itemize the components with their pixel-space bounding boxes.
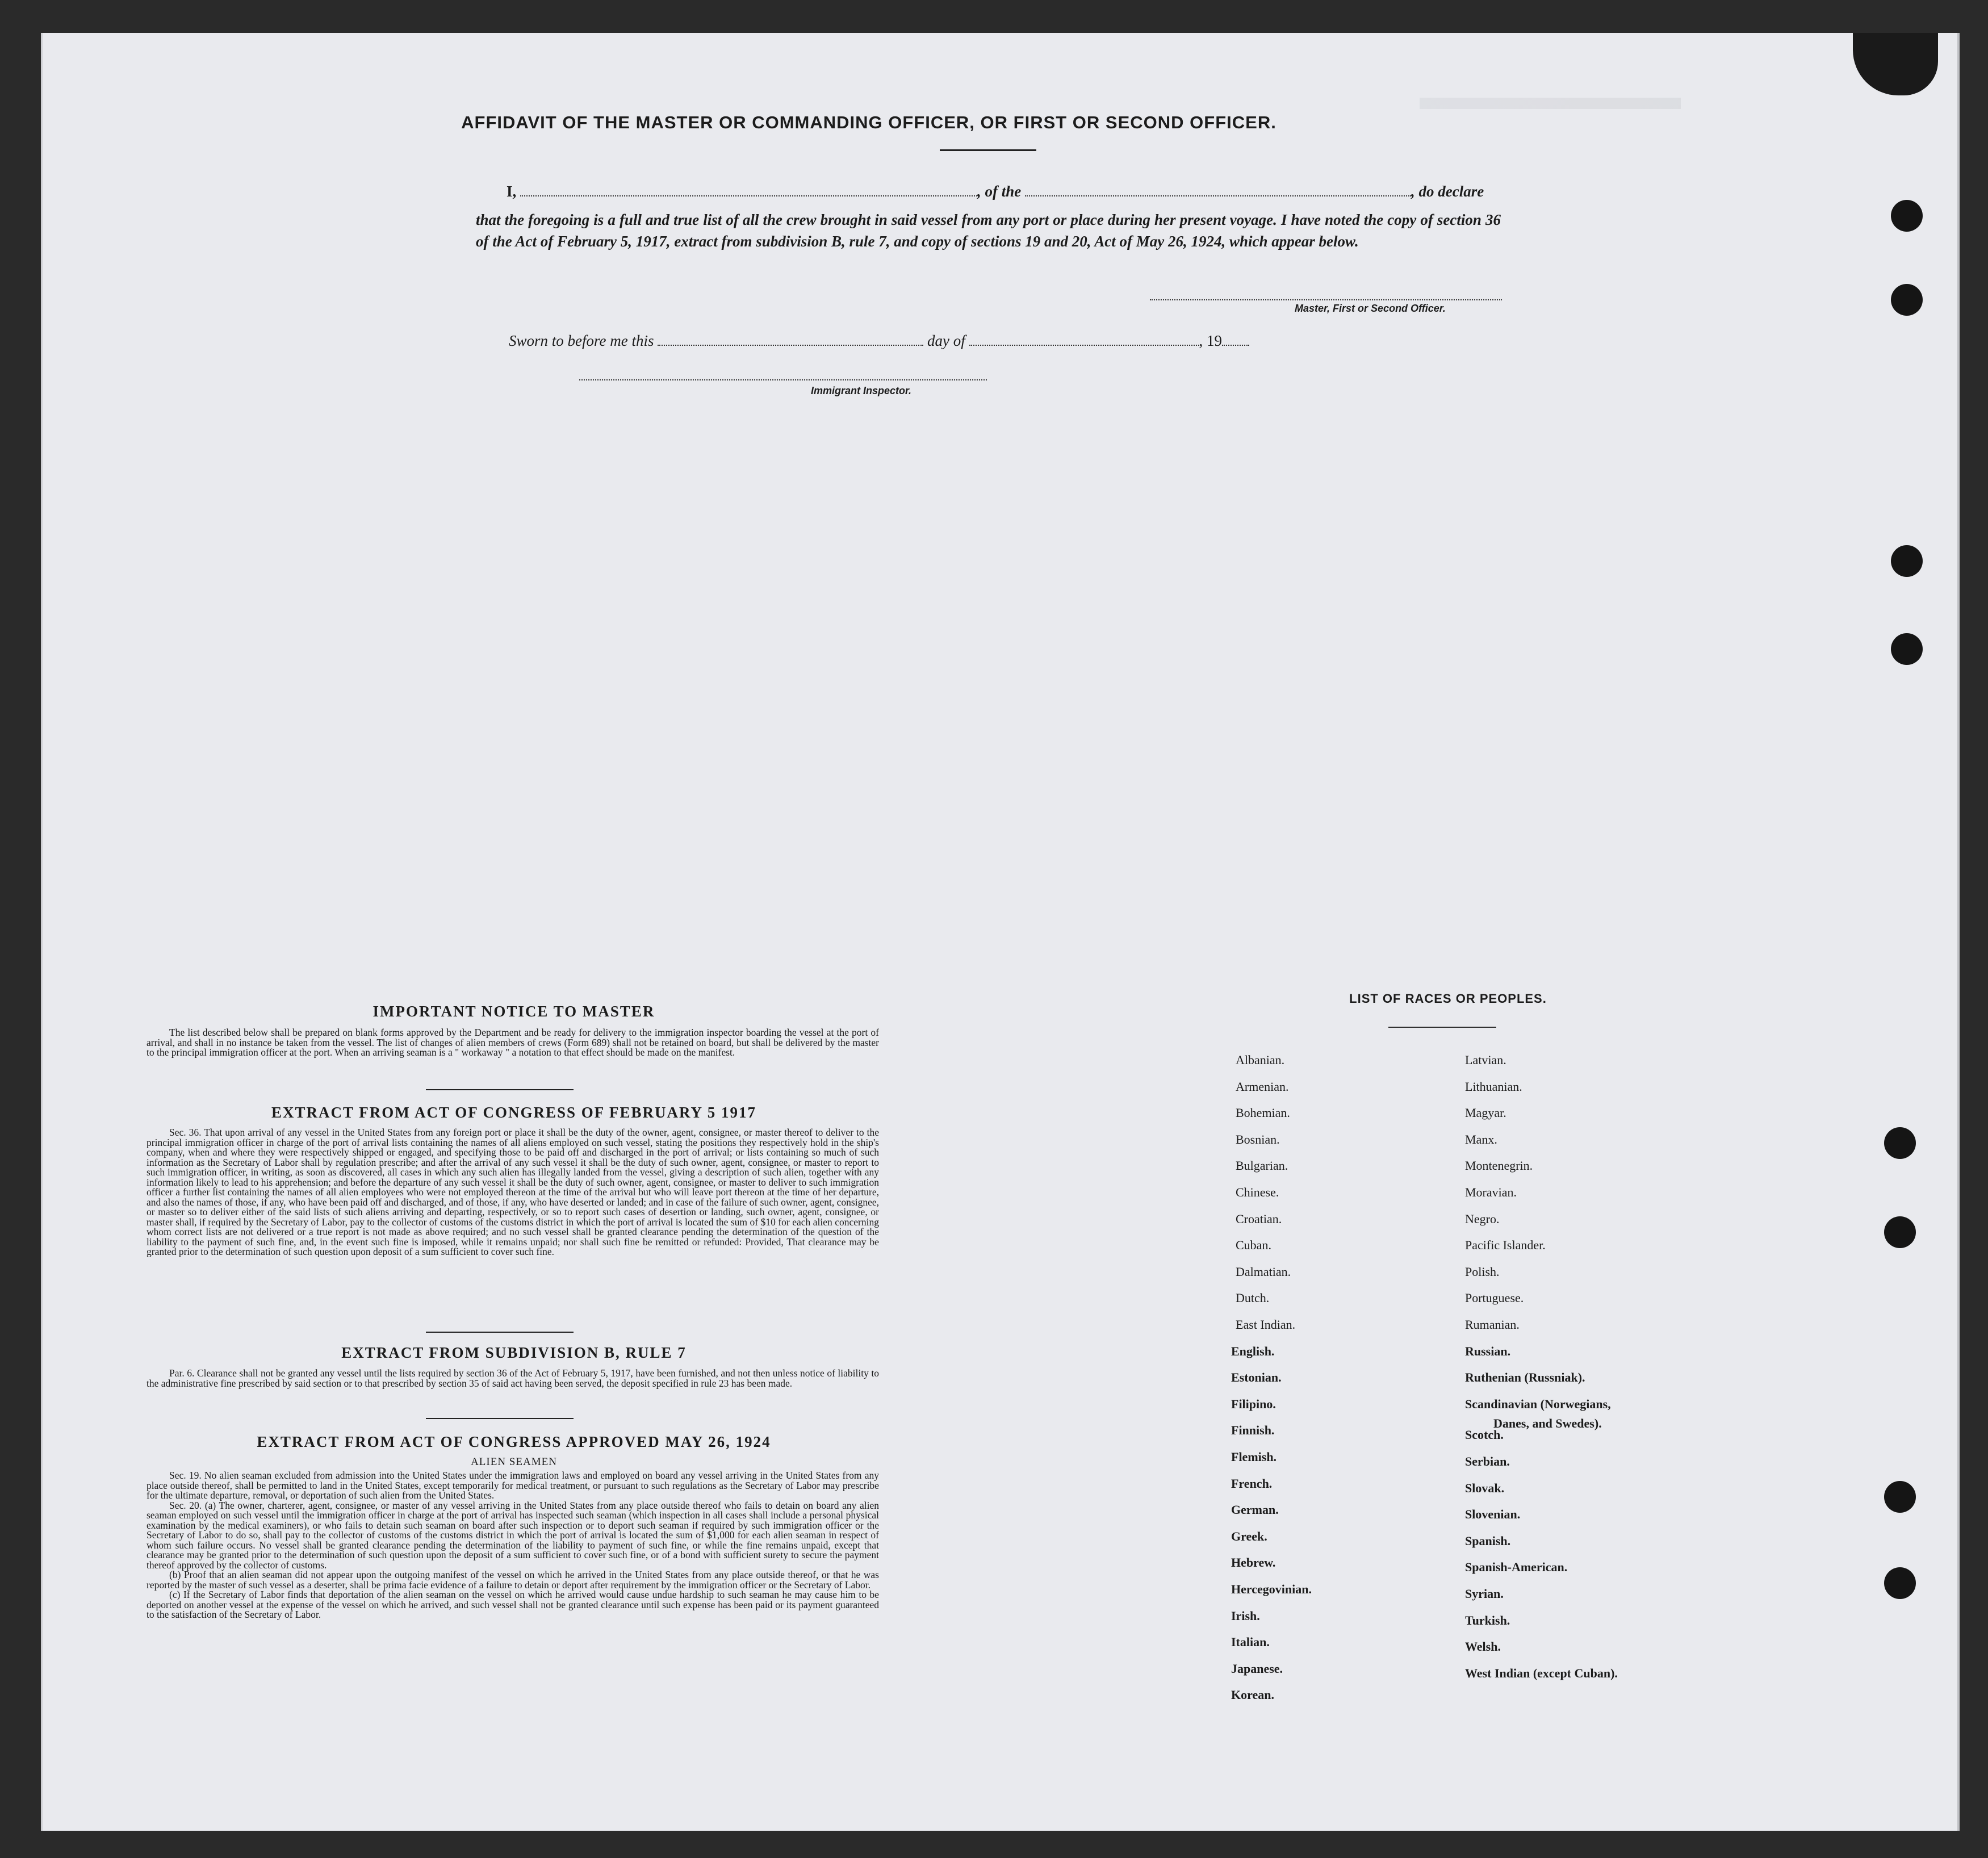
affidavit-paragraph: that the foregoing is a full and true list of all the crew brought in said vessel from any port or place during her present voyage. I have noted the copy of section 36 of the Act of February 5, 1917, extract from subdivision B, rule 7, and copy of sections 19 and 20, Act of May 26, 1924, which appear below. [476, 211, 1501, 250]
punch-hole [1884, 1127, 1916, 1159]
alien-seamen-subtitle: ALIEN SEAMEN [471, 1456, 557, 1468]
section-divider [426, 1089, 574, 1090]
race-item: Scotch. [1465, 1428, 1504, 1442]
section-20a-paragraph: Sec. 20. (a) The owner, charterer, agent, consignee, or master of any vessel arriving in the United States from any place outside thereof who fails to detain on board any alien seaman employed on such vessel until the immigration officer in charge at the port of arrival has inspected such seaman (which inspection in all cases shall include a personal physical examination by the medical examiners), or who fails to detain such seaman on board after such inspection or to deport such seaman if required by such immigration officer or the Secretary of Labor to do so, shall pay to the collector of customs of the customs district in which the port of arrival is located the sum of $1,000 for each alien seaman in respect of whom such failure occurs. No vessel shall be granted clearance pending the determination of the liability to payment of such fine, or while the fine remains unpaid, except that clearance may be granted prior to the determination of such question upon the deposit of a sum sufficient to cover such fine, or of a bond with sufficient surety to secure the payment thereof approved by the collector of customs. [147, 1499, 879, 1571]
race-item: Scandinavian (Norwegians, [1465, 1396, 1611, 1411]
affidavit-declaration-line [507, 183, 1484, 200]
race-item: Lithuanian. [1465, 1079, 1522, 1094]
sworn-month-blank[interactable] [969, 334, 1199, 346]
race-item: Slovenian. [1465, 1507, 1521, 1522]
punch-hole [1884, 1481, 1916, 1513]
section-divider [426, 1418, 574, 1419]
race-item: Irish. [1231, 1608, 1260, 1623]
inspector-caption: Immigrant Inspector. [811, 385, 912, 396]
race-item: Danes, and Swedes). [1493, 1416, 1602, 1430]
race-item: Chinese. [1236, 1185, 1279, 1199]
par-6-paragraph: Par. 6. Clearance shall not be granted any vessel until the lists required by section 36 of the Act of February 5, 1917, have been furnished, and not then unless notice of liability to the administrative fine prescribed by said section or to that prescribed by section 35 of said act having been served, the deposit specified in rule 23 has been made. [147, 1367, 879, 1389]
section-20b-paragraph: (b) Proof that an alien seaman did not appear upon the outgoing manifest of the vessel on which he arrived in the United States from any place outside thereof, or that he was reported by the master of such vessel as a deserter, shall be prima facie evidence of a failure to detain or deport after requirement by the immigration officer or the Secretary of Labor. [147, 1569, 879, 1591]
race-item: English. [1231, 1344, 1275, 1358]
sworn-year-blank[interactable] [1222, 334, 1249, 346]
race-item: Moravian. [1465, 1185, 1517, 1199]
race-item: Latvian. [1465, 1053, 1506, 1067]
title-rule [940, 149, 1036, 151]
sworn-prefix: Sworn to before me this [509, 332, 654, 349]
race-item: Dalmatian. [1236, 1264, 1291, 1279]
race-item: Syrian. [1465, 1587, 1504, 1601]
section-20c-paragraph: (c) If the Secretary of Labor finds that deportation of the alien seaman on the vessel on which he arrived would cause undue hardship to such seaman he may cause him to be deported on another vessel at the expense of the vessel on which he arrived, and such vessel shall not be granted clearance until such expense has been paid or its payment guaranteed to the satisfaction of the Secretary of Labor. [147, 1589, 879, 1620]
section-divider [426, 1332, 574, 1333]
race-item: Finnish. [1231, 1423, 1275, 1438]
extract-1924-title: EXTRACT FROM ACT OF CONGRESS APPROVED MAY 26, 1924 [257, 1433, 771, 1450]
race-item: Pacific Islander. [1465, 1238, 1546, 1253]
race-item: Polish. [1465, 1264, 1500, 1279]
race-item: Hebrew. [1231, 1555, 1276, 1570]
race-item: Dutch. [1236, 1291, 1270, 1305]
race-item: Spanish-American. [1465, 1560, 1568, 1575]
punch-hole [1891, 284, 1923, 316]
race-item: Welsh. [1465, 1639, 1501, 1654]
i-label: I, [507, 183, 517, 200]
races-title-rule [1388, 1027, 1496, 1028]
extract-1917-text [147, 1128, 879, 1257]
do-declare-label: , do declare [1411, 183, 1484, 200]
rule-7-text [147, 1369, 879, 1388]
race-item: Korean. [1231, 1688, 1274, 1702]
section-19-paragraph: Sec. 19. No alien seaman excluded from admission into the United States under the immigration laws and employed on board any vessel arriving in the United States from any place outside thereof, shall be permitted to land in the United States, except temporarily for medical treatment, or pursuant to such regulations as the Secretary of Labor may prescribe for the ultimate departure, removal, or deportation of such alien from the United States. [147, 1470, 879, 1501]
sworn-year: , 19 [1199, 332, 1222, 349]
race-item: Estonian. [1231, 1370, 1282, 1385]
notice-text [147, 1028, 879, 1058]
race-item: Armenian. [1236, 1079, 1289, 1094]
race-item: Ruthenian (Russniak). [1465, 1370, 1585, 1385]
race-item: Bosnian. [1236, 1132, 1280, 1146]
race-item: Slovak. [1465, 1480, 1505, 1495]
extract-1917-title: EXTRACT FROM ACT OF CONGRESS OF FEBRUARY 5 1917 [271, 1104, 757, 1121]
punch-hole [1884, 1567, 1916, 1599]
affidavit-title: AFFIDAVIT OF THE MASTER OR COMMANDING OFFICER, OR FIRST OR SECOND OFFICER. [461, 112, 1276, 132]
race-item: Hercegovinian. [1231, 1582, 1312, 1596]
race-item: Magyar. [1465, 1106, 1506, 1120]
officer-signature-line[interactable] [1150, 299, 1502, 300]
races-title: LIST OF RACES OR PEOPLES. [1349, 991, 1547, 1006]
race-item: Filipino. [1231, 1396, 1276, 1411]
extract-1924-text [147, 1471, 879, 1620]
punch-hole [1884, 1216, 1916, 1248]
race-item: Greek. [1231, 1529, 1267, 1543]
section-36-paragraph: Sec. 36. That upon arrival of any vessel in the United States from any foreign port or place it shall be the duty of the owner, agent, consignee, or master thereof to deliver to the principal immigration officer in charge of the port of arrival lists containing the names of all aliens employed on such vessel, stating the positions they respectively hold in the ship's company, when and where they were respectively shipped or engaged, and specifying those to be paid off and discharged in the port of arrival; or lists containing so much of such information as the Secretary of Labor shall by regulation prescribe; and after the arrival of any such vessel it shall be the duty of such owner, agent, consignee, or master to report to such immigration officer, in writing, as soon as discovered, all cases in which any such alien has illegally landed from the vessel, giving a description of such alien, together with any information likely to lead to his apprehension; and before the departure of any such vessel it shall be the duty of such owner, agent, consignee, or master to deliver to such immigration officer a further list containing the names of all alien employees who were not employed thereon at the time of the arrival but who will leave port thereon at the time of her departure, and also the names of those, if any, who have been paid off and discharged, and of those, if any, who have deserted or landed; and in case of the failure of such owner, agent, consignee, or master so to deliver either of the said lists of such aliens arriving and departing, respectively, or so to report such cases of desertion or landing, such owner, agent, consignee, or master shall, if required by the Secretary of Labor, pay to the collector of customs of the customs district in which the port of arrival is located the sum of $10 for each alien concerning whom correct lists are not delivered or a true report is not made as above required; and no such vessel shall be granted clearance pending the determination of the question of the liability to the payment of such fine, and, in the event such fine is imposed, while it remains unpaid; nor shall such fine be remitted or refunded: Provided, That clearance may be granted prior to the determination of such question upon deposit of a sum sufficient to cover such fine. [147, 1127, 879, 1257]
punch-hole [1891, 200, 1923, 232]
sworn-line [509, 332, 1249, 350]
race-item: Rumanian. [1465, 1317, 1520, 1332]
race-item: East Indian. [1236, 1317, 1296, 1332]
name-blank[interactable] [520, 185, 977, 196]
punch-hole [1891, 633, 1923, 665]
race-item: Montenegrin. [1465, 1158, 1533, 1173]
race-item: Portuguese. [1465, 1291, 1524, 1305]
race-item: Turkish. [1465, 1613, 1510, 1627]
rule-7-title: EXTRACT FROM SUBDIVISION B, RULE 7 [341, 1344, 687, 1361]
vessel-blank[interactable] [1025, 185, 1411, 196]
race-item: Russian. [1465, 1344, 1511, 1358]
sworn-day-blank[interactable] [658, 334, 923, 346]
race-item: Japanese. [1231, 1661, 1283, 1676]
race-item: Cuban. [1236, 1238, 1271, 1253]
race-item: Negro. [1465, 1211, 1500, 1226]
punch-hole [1891, 545, 1923, 577]
sworn-day-of: day of [927, 332, 965, 349]
race-item: Croatian. [1236, 1211, 1282, 1226]
officer-caption: Master, First or Second Officer. [1295, 303, 1446, 314]
of-the-label: , of the [977, 183, 1022, 200]
inspector-signature-line[interactable] [579, 379, 987, 380]
race-item: French. [1231, 1476, 1273, 1491]
race-item: Bohemian. [1236, 1106, 1290, 1120]
notice-paragraph: The list described below shall be prepared on blank forms approved by the Department and be ready for delivery to the immigration inspector boarding the vessel at the port of arrival, and shall in no instance be taken from the vessel. The list of changes of alien members of crews (Form 689) shall not be retained on board, but shall be delivered by the master to the principal immigration officer at the port. When an arriving seaman is a " workaway " a notation to that effect should be made on the manifest. [147, 1027, 879, 1058]
race-item: Bulgarian. [1236, 1158, 1288, 1173]
notice-title: IMPORTANT NOTICE TO MASTER [373, 1003, 655, 1020]
race-item: Spanish. [1465, 1533, 1511, 1548]
race-item: German. [1231, 1503, 1279, 1517]
race-item: Serbian. [1465, 1454, 1510, 1468]
race-item: West Indian (except Cuban). [1465, 1665, 1618, 1680]
race-item: Italian. [1231, 1635, 1270, 1650]
race-item: Flemish. [1231, 1450, 1277, 1464]
bleed-through-text [1420, 98, 1681, 109]
race-item: Manx. [1465, 1132, 1497, 1146]
race-item: Albanian. [1236, 1053, 1285, 1067]
